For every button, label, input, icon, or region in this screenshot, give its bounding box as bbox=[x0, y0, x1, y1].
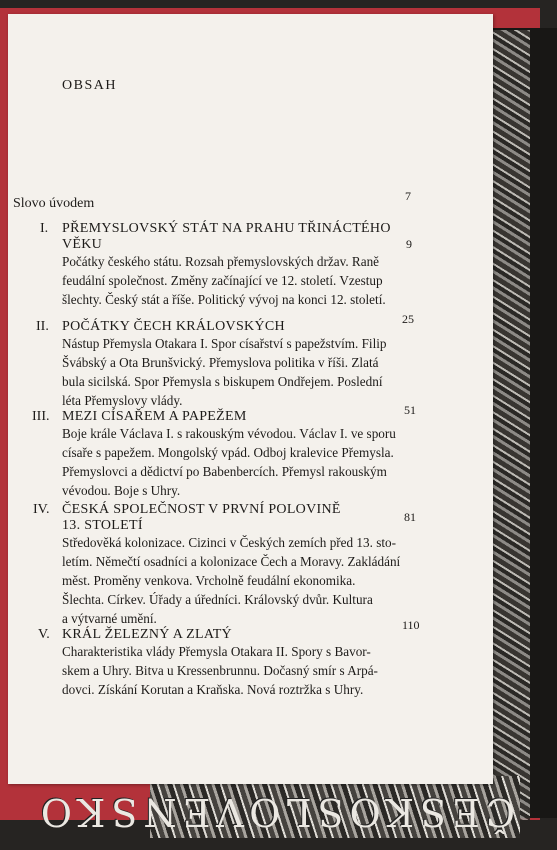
chapter-desc-line: bula sicilská. Spor Přemysla s biskupem Ondřejem. Poslední bbox=[62, 374, 383, 389]
chapter-desc-line: Charakteristika vlády Přemysla Otakara II. Spory s Bavor- bbox=[62, 644, 371, 659]
chapter-title: ČESKÁ SPOLEČNOST V PRVNÍ POLOVINĚ bbox=[62, 502, 341, 517]
chapter-title-cont: VĚKU bbox=[62, 237, 103, 252]
chapter-page-number: 25 bbox=[402, 312, 414, 326]
chapter-desc-line: Švábský a Ota Brunšvický. Přemyslova politika v říši. Zlatá bbox=[62, 355, 379, 370]
intro-label: Slovo úvodem bbox=[13, 196, 95, 211]
chapter-desc-line: Přemyslovci a dědictví po Babenbercích. Přemysl rakouským bbox=[62, 464, 387, 479]
intro-page-number: 7 bbox=[405, 189, 411, 203]
chapter-title: MEZI CÍSAŘEM A PAPEŽEM bbox=[62, 409, 247, 424]
chapter-desc-line: Nástup Přemysla Otakara I. Spor císařství s papežstvím. Filip bbox=[62, 336, 387, 351]
chapter-page-number: 110 bbox=[402, 618, 420, 632]
chapter-desc-line: Boje krále Václava I. s rakouským vévodou. Václav I. ve sporu bbox=[62, 426, 396, 441]
chapter-desc-line: letím. Němečtí osadníci a kolonizace Čech a Moravy. Zakládání bbox=[62, 554, 401, 569]
chapter-desc-line: feudální společnost. Změny začínající ve 12. století. Vzestup bbox=[62, 273, 383, 288]
chapter-numeral: I. bbox=[40, 221, 49, 236]
chapter-desc-line: dovci. Získání Korutan a Kraňska. Nová roztržka s Uhry. bbox=[62, 682, 364, 697]
chapter-desc-line: a výtvarné umění. bbox=[62, 611, 157, 626]
chapter-title: POČÁTKY ČECH KRÁLOVSKÝCH bbox=[62, 319, 285, 334]
chapter-page-number: 9 bbox=[406, 237, 412, 251]
chapter-desc-line: Počátky českého státu. Rozsah přemyslovských držav. Raně bbox=[62, 254, 380, 269]
chapter-numeral: II. bbox=[36, 319, 49, 334]
chapter-desc-line: šlechty. Český stát a říše. Politický vývoj na konci 12. století. bbox=[62, 292, 386, 307]
chapter-numeral: III. bbox=[32, 409, 50, 424]
page-title: OBSAH bbox=[62, 78, 117, 93]
chapter-desc-line: vévodou. Boje s Uhry. bbox=[62, 483, 181, 498]
chapter-numeral: V. bbox=[38, 627, 50, 642]
chapter-page-number: 51 bbox=[404, 403, 416, 417]
stamp-lettering: ČESKOSLOVENSKO bbox=[34, 790, 515, 834]
contents-page bbox=[8, 14, 493, 784]
chapter-desc-line: skem a Uhry. Bitva u Kressenbrunnu. Dočasný smír s Arpá- bbox=[62, 663, 378, 678]
chapter-title-cont: 13. STOLETÍ bbox=[62, 518, 143, 533]
chapter-page-number: 81 bbox=[404, 510, 416, 524]
chapter-desc-line: císaře s papežem. Mongolský vpád. Odboj kralevice Přemysla. bbox=[62, 445, 394, 460]
chapter-title: KRÁL ŽELEZNÝ A ZLATÝ bbox=[62, 627, 232, 642]
chapter-desc-line: Středověká kolonizace. Cizinci v Českých zemích před 13. sto- bbox=[62, 535, 396, 550]
chapter-desc-line: měst. Proměny venkova. Vrcholně feudální ekonomika. bbox=[62, 573, 356, 588]
chapter-title: PŘEMYSLOVSKÝ STÁT NA PRAHU TŘINÁCTÉHO bbox=[62, 221, 391, 236]
chapter-numeral: IV. bbox=[33, 502, 50, 517]
chapter-desc-line: Šlechta. Církev. Úřady a úředníci. Královský dvůr. Kultura bbox=[62, 592, 373, 607]
chapter-desc-line: léta Přemyslovy vlády. bbox=[62, 393, 183, 408]
